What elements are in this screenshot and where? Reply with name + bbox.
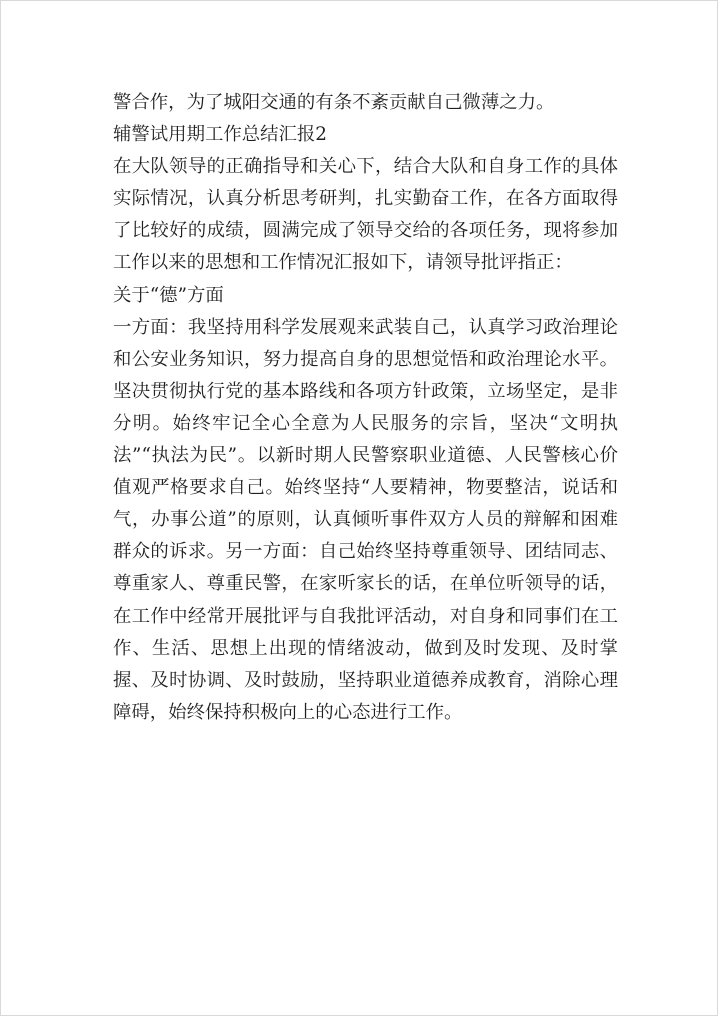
- paragraph-continuation: 警合作，为了城阳交通的有条不紊贡献自己微薄之力。: [113, 92, 555, 113]
- paragraph-body: 一方面：我坚持用科学发展观来武装自己，认真学习政治理论和公安业务知识，努力提高自身的思想觉悟和政治理论水平。坚决贯彻执行党的基本路线和各项方针政策，立场坚定，是非分明。始终牢记全心全意为人民服务的宗旨，坚决“文明执法”“执法为民”。以新时期人民警察职业道德、人民警核心价值观严格要求自己。始终坚持“人要精神，物要整洁，说话和气，办事公道”的原则，认真倾听事件双方人员的辩解和困难群众的诉求。另一方面：自己始终坚持尊重领导、团结同志、尊重家人、尊重民警，在家听家长的话，在单位听领导的话，在工作中经常开展批评与自我批评活动，对自身和同事们在工作、生活、思想上出现的情绪波动，做到及时发现、及时掌握、及时协调、及时鼓励，坚持职业道德养成教育，消除心理障碍，始终保持积极向上的心态进行工作。: [113, 316, 618, 723]
- paragraph-intro: 在大队领导的正确指导和关心下，结合大队和自身工作的具体实际情况，认真分析思考研判，扎实勤奋工作，在各方面取得了比较好的成绩，圆满完成了领导交给的各项任务，现将参加工作以来的思想和工作情况汇报如下，请领导批评指正：: [113, 156, 618, 274]
- section-heading: 辅警试用期工作总结汇报2: [113, 124, 327, 146]
- subsection-heading: 关于“德”方面: [113, 284, 224, 306]
- document-body: [113, 87, 618, 729]
